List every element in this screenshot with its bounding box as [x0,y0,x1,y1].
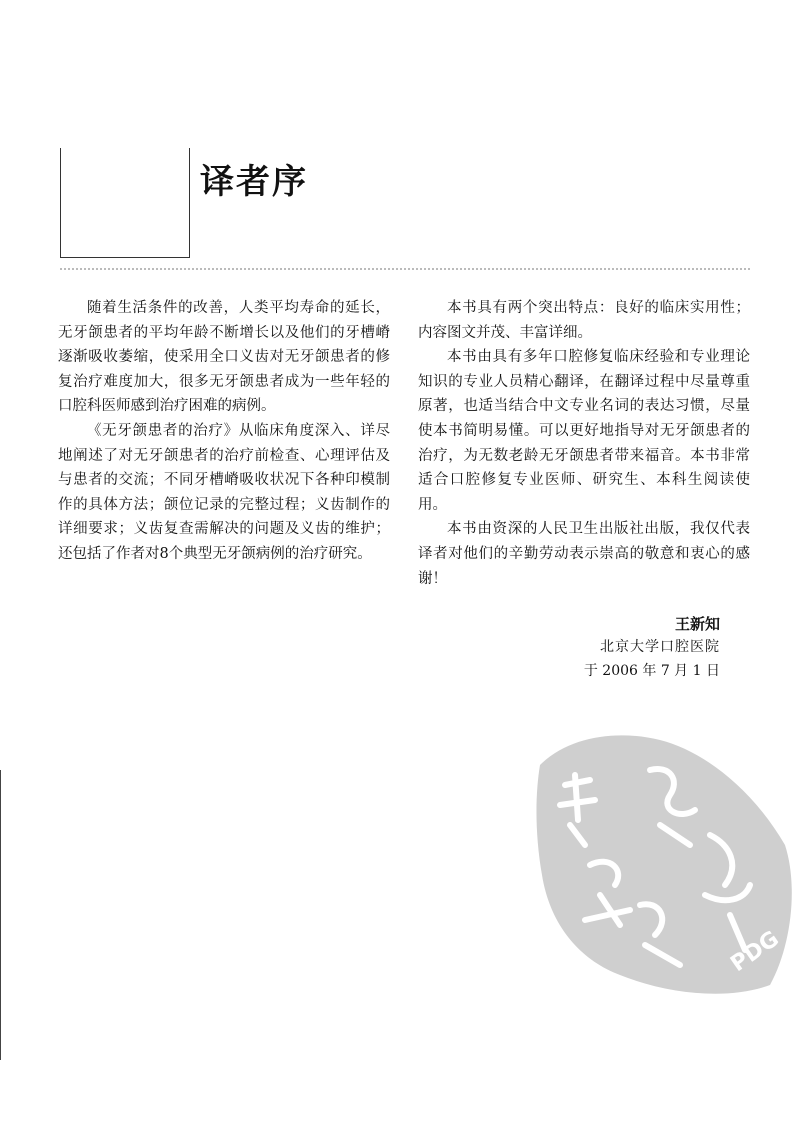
page-title: 译者序 [200,162,308,202]
signature-institution: 北京大学口腔医院 [600,639,720,655]
paragraph: 本书由资深的人民卫生出版社出版，我仅代表译者对他们的辛勤劳动表示崇高的敬意和衷心的感谢！ [418,521,750,587]
stamp-label: PDG [726,926,784,978]
scan-edge-line [0,770,1,1060]
left-column [58,296,390,567]
right-column [418,296,750,591]
signature-date: 于 2006 年 7 月 1 日 [583,663,720,679]
paragraph: 本书由具有多年口腔修复临床经验和专业理论知识的专业人员精心翻译，在翻译过程中尽量尊重原著，也适当结合中文专业名词的表达习惯，尽量使本书简明易懂。可以更好地指导对无牙颌患者的治疗，为无数老龄无牙颌患者带来福音。本书非常适合口腔修复专业医师、研究生、本科生阅读使用。 [418,349,750,513]
pdg-stamp-watermark [530,725,800,1005]
paragraph: 本书具有两个突出特点：良好的临床实用性；内容图文并茂、丰富详细。 [418,300,750,341]
signature-name: 王新知 [674,615,720,633]
title-divider [60,268,750,270]
paragraph: 随着生活条件的改善，人类平均寿命的延长，无牙颌患者的平均年龄不断增长以及他们的牙槽嵴逐渐吸收萎缩，使采用全口义齿对无牙颌患者的修复治疗难度加大，很多无牙颌患者成为一些年轻的口腔科医师感到治疗困难的病例。 [58,300,390,415]
title-frame [60,148,190,258]
paragraph: 《无牙颌患者的治疗》从临床角度深入、详尽地阐述了对无牙颌患者的治疗前检查、心理评估及与患者的交流；不同牙槽嵴吸收状况下各种印模制作的具体方法；颌位记录的完整过程；义齿制作的详细要求；义齿复查需解决的问题及义齿的维护；还包括了作者对8个典型无牙颌病例的治疗研究。 [58,422,390,562]
